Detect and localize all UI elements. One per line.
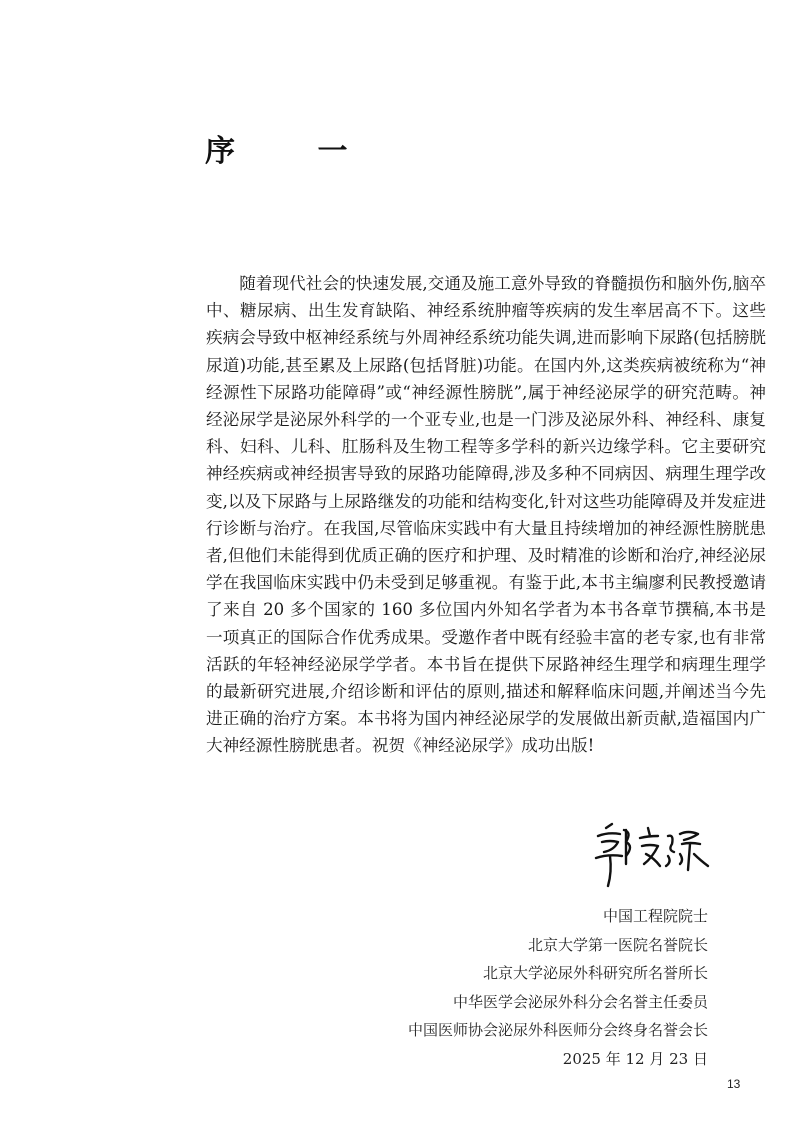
credential-line: 中国医师协会泌尿外科医师分会终身名誉会长 [407,1021,708,1040]
date-line: 2025 年 12 月 23 日 [562,1049,708,1068]
page-number: 13 [727,1077,741,1091]
credential-line: 北京大学泌尿外科研究所名誉所长 [482,964,708,983]
credential-line: 中华医学会泌尿外科分会名誉主任委员 [452,992,708,1011]
author-credentials [408,902,708,1074]
credential-line: 北京大学第一医院名誉院长 [527,935,708,954]
page-title: 序 一 [205,134,384,169]
credential-line: 中国工程院院士 [602,907,708,925]
handwritten-signature [588,816,718,896]
preface-body: 随着现代社会的快速发展,交通及施工意外导致的脊髓损伤和脑外伤,脑卒中、糖尿病、出生发育缺陷、神经系统肿瘤等疾病的发生率居高不下。这些疾病会导致中枢神经系统与外周神经系统功能失调,进而影响下尿路(包括膀胱尿道)功能,甚至累及上尿路(包括肾脏)功能。在国内外,这类疾病被统称为“神经源性下尿路功能障碍”或“神经源性膀胱”,属于神经泌尿学的研究范畴。神经泌尿学是泌尿外科学的一个亚专业,也是一门涉及泌尿外科、神经科、康复科、妇科、儿科、肛肠科及生物工程等多学科的新兴边缘学科。它主要研究神经疾病或神经损害导致的尿路功能障碍,涉及多种不同病因、病理生理学改变,以及下尿路与上尿路继发的功能和结构变化,针对这些功能障碍及并发症进行诊断与治疗。在我国,尽管临床实践中有大量且持续增加的神经源性膀胱患者,但他们未能得到优质正确的医疗和护理、及时精准的诊断和治疗,神经泌尿学在我国临床实践中仍未受到足够重视。有鉴于此,本书主编廖利民教授邀请了来自 20 多个国家的 160 多位国内外知名学者为本书各章节撰稿,本书是一项真正的国际合作优秀成果。受邀作者中既有经验丰富的老专家,也有非常活跃的年轻神经泌尿学学者。本书旨在提供下尿路神经生理学和病理生理学的最新研究进展,介绍诊断和评估的原则,描述和解释临床问题,并阐述当今先进正确的治疗方案。本书将为国内神经泌尿学的发展做出新贡献,造福国内广大神经源性膀胱患者。祝贺《神经泌尿学》成功出版! [206,274,766,756]
